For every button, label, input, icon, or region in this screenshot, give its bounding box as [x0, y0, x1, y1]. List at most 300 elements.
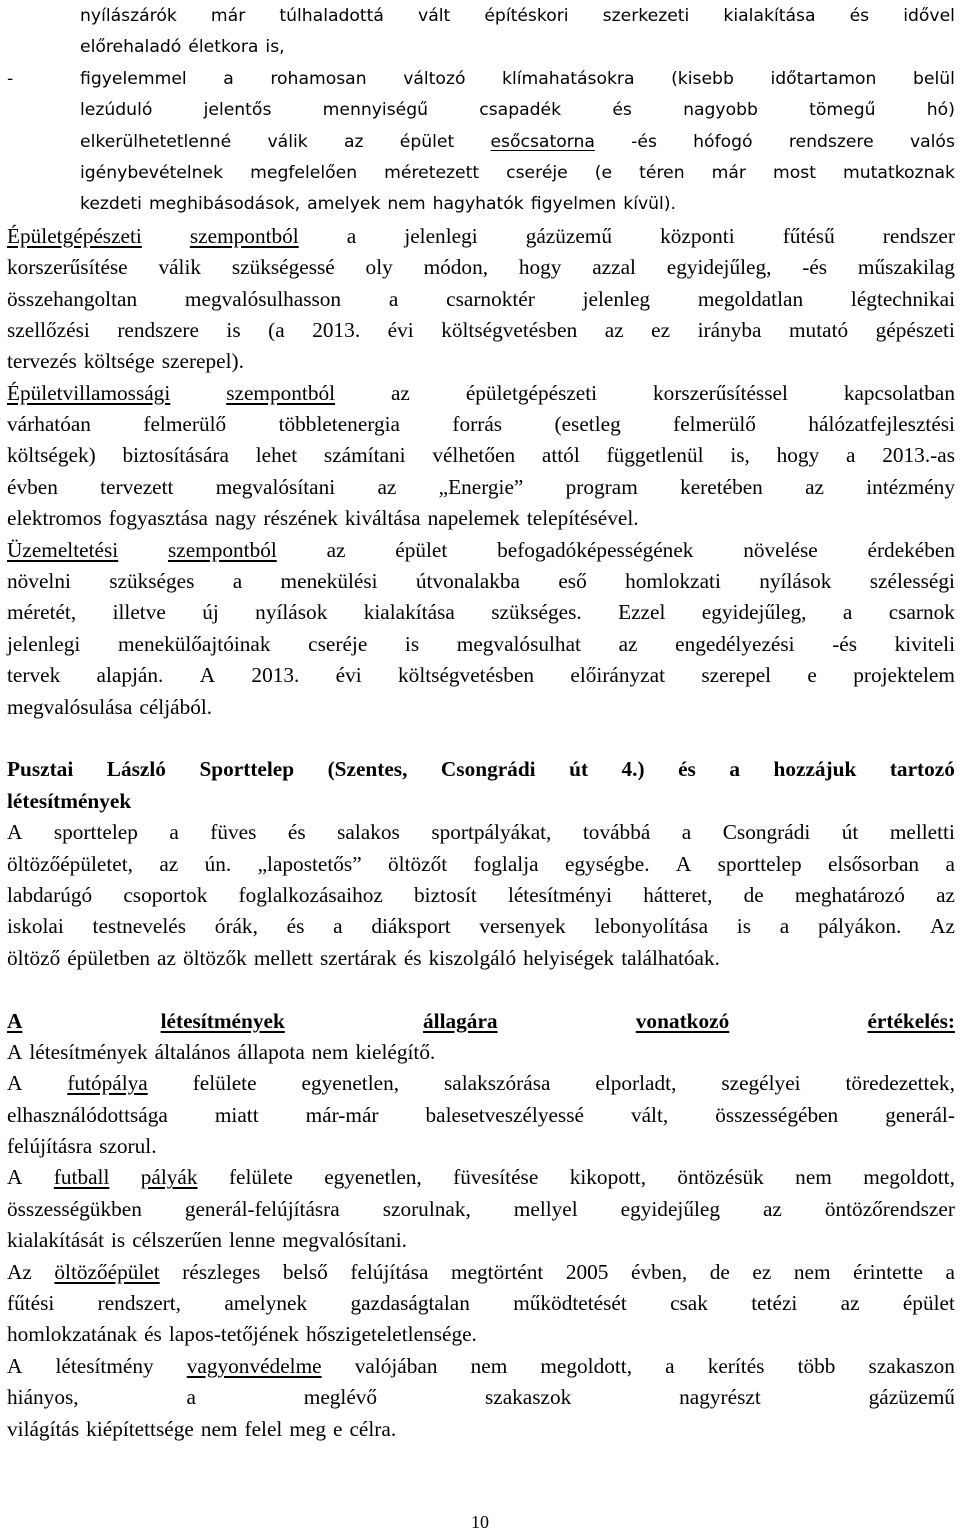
- word: figyelmen: [530, 194, 617, 215]
- word: Pusztai: [7, 757, 74, 782]
- word: elporladt,: [595, 1071, 677, 1096]
- word: válik: [267, 131, 308, 152]
- word: előirányzat: [570, 663, 665, 688]
- word: általános: [154, 1039, 231, 1064]
- word: már: [711, 162, 746, 183]
- text-line: [7, 660, 955, 691]
- word: érintette: [853, 1259, 923, 1284]
- text-line: [7, 629, 955, 660]
- word: tervek: [7, 663, 61, 688]
- word: az: [840, 1291, 860, 1316]
- word: csarnok: [888, 600, 955, 625]
- paragraph: [7, 378, 955, 535]
- word: László: [106, 757, 166, 782]
- word: felel: [244, 1416, 283, 1441]
- word: tervezés: [7, 349, 77, 374]
- text-line: [7, 1414, 955, 1445]
- word: létesítmények: [160, 1008, 285, 1033]
- word: a: [232, 569, 243, 594]
- word: épület: [395, 537, 448, 562]
- word: füves: [210, 820, 257, 845]
- paragraph: [7, 64, 955, 221]
- word: a: [665, 1353, 675, 1378]
- word: nem: [311, 1039, 349, 1064]
- word: hiányos,: [7, 1385, 79, 1410]
- word: építéskori: [484, 6, 569, 26]
- word: elektromos: [7, 506, 102, 531]
- word: korszerűsítése: [7, 255, 128, 280]
- word: elhasználódottsága: [7, 1102, 168, 1127]
- word: vált,: [630, 1102, 669, 1127]
- text-line: [7, 503, 955, 534]
- word: lebonyolítása: [594, 914, 709, 939]
- word: hálózatfejlesztési: [808, 412, 955, 437]
- word: is: [110, 1228, 126, 1253]
- word: épület: [399, 131, 455, 152]
- text-line: [7, 440, 955, 471]
- word: az: [762, 1196, 782, 1221]
- word: -és: [802, 255, 828, 280]
- paragraph: [7, 221, 955, 378]
- word: már-már: [305, 1102, 379, 1127]
- word: épület: [902, 1291, 955, 1316]
- word: pályák: [140, 1165, 198, 1190]
- word: nyílások: [759, 569, 832, 594]
- word: egyidejűleg,: [666, 255, 772, 280]
- word: a: [681, 820, 692, 845]
- word: figyelemmel: [80, 68, 187, 89]
- text-line: [7, 1131, 955, 1162]
- word: a: [945, 1259, 955, 1284]
- word: 4.): [621, 757, 645, 782]
- word: balesetveszélyessé: [425, 1102, 584, 1127]
- word: méretét,: [7, 600, 77, 625]
- word: szakaszok: [484, 1385, 572, 1410]
- word: célszerűen: [132, 1228, 223, 1253]
- word: jelenlegi: [404, 223, 478, 248]
- word: program: [565, 474, 638, 499]
- word: szerepel).: [161, 349, 244, 374]
- word: hagyhatók: [432, 194, 524, 215]
- word: futball: [53, 1165, 110, 1190]
- text-line: [7, 346, 955, 377]
- word: foglalja: [473, 851, 539, 876]
- word: valójában: [354, 1353, 438, 1378]
- text-line: [7, 1006, 955, 1037]
- word: gázüzemű: [868, 1385, 955, 1410]
- page-number: 10: [471, 1512, 489, 1532]
- word: változó: [403, 68, 466, 89]
- word: meglévő: [303, 1385, 378, 1410]
- word: kikopott,: [569, 1165, 647, 1190]
- list-dash: -: [7, 68, 14, 89]
- word: (Szentes,: [327, 757, 408, 782]
- word: mennyiségű: [322, 100, 429, 121]
- text-line: [7, 378, 955, 409]
- word: egységbe.: [564, 851, 650, 876]
- word: és: [678, 757, 696, 782]
- word: A: [199, 663, 216, 688]
- word: nyílások: [255, 600, 328, 625]
- word: életkora: [188, 37, 259, 58]
- word: 2013.: [251, 663, 300, 688]
- word: jelentős: [203, 100, 272, 121]
- text-line: [7, 1162, 955, 1193]
- word: ez: [651, 317, 671, 342]
- word: napelemek: [427, 506, 520, 531]
- word: öntözésük: [677, 1165, 764, 1190]
- text-line: [7, 880, 955, 911]
- text-line: [7, 692, 955, 723]
- word: füvesítése: [453, 1165, 539, 1190]
- word: helyiségek: [523, 945, 615, 970]
- text-line: [7, 1100, 955, 1131]
- word: várhatóan: [7, 412, 91, 437]
- word: azzal: [592, 255, 636, 280]
- word: megoldott,: [540, 1353, 633, 1378]
- word: kialakítását: [7, 1228, 104, 1253]
- text-line: [7, 472, 955, 503]
- word: vált: [418, 6, 451, 26]
- word: mellett: [253, 945, 313, 970]
- text-line: [7, 1351, 955, 1382]
- text-line: [7, 1068, 955, 1099]
- word: évben: [7, 474, 58, 499]
- text-line: [7, 1037, 955, 1068]
- word: Épületgépészeti: [7, 223, 142, 248]
- word: megvalósulhasson: [184, 286, 342, 311]
- word: költsége: [83, 349, 155, 374]
- word: irányba: [697, 317, 762, 342]
- word: töredezettek,: [845, 1071, 955, 1096]
- word: e: [807, 663, 817, 688]
- word: valós: [909, 131, 955, 152]
- word: szellőzési: [7, 317, 90, 342]
- text-line: [7, 849, 955, 880]
- word: sporttelep: [53, 820, 138, 845]
- word: Az: [930, 914, 955, 939]
- text-line: [80, 127, 955, 158]
- text-line: [7, 221, 955, 252]
- word: nem: [200, 1416, 238, 1441]
- text-line: [7, 1288, 955, 1319]
- word: telepítésével.: [526, 506, 639, 531]
- word: -és: [832, 631, 858, 656]
- word: lezúduló: [80, 100, 153, 121]
- word: érdekében: [867, 537, 955, 562]
- word: már: [210, 6, 246, 26]
- word: kiépítettsége: [86, 1416, 194, 1441]
- word: A: [7, 1353, 23, 1378]
- word: nyílászárók: [80, 6, 177, 26]
- word: belül: [912, 68, 955, 89]
- word: cseréje: [506, 162, 568, 183]
- word: szorulnak,: [382, 1196, 471, 1221]
- word: évi: [335, 663, 362, 688]
- paragraph: [7, 1257, 955, 1351]
- word: öltözőt: [388, 851, 448, 876]
- word: futópálya: [67, 1071, 148, 1096]
- word: és: [849, 6, 870, 26]
- word: meghatározó: [794, 882, 905, 907]
- word: függetlenül: [606, 443, 704, 468]
- word: módon,: [423, 255, 489, 280]
- word: oly: [365, 255, 393, 280]
- word: Épületvillamossági: [7, 380, 171, 405]
- word: összességükben: [7, 1196, 142, 1221]
- word: szükséges.: [491, 600, 582, 625]
- paragraph: [7, 1351, 955, 1445]
- word: rendszert,: [97, 1291, 182, 1316]
- word: szélességi: [869, 569, 955, 594]
- word: sportpályákat,: [431, 820, 552, 845]
- word: létesítményi: [507, 882, 613, 907]
- blank-line: [7, 723, 955, 754]
- word: az: [343, 131, 364, 152]
- word: központi: [660, 223, 735, 248]
- word: rendszere: [117, 317, 199, 342]
- word: részének: [263, 506, 338, 531]
- word: kialakítása: [723, 6, 816, 26]
- text-line: [7, 1382, 955, 1413]
- word: engedélyezési: [675, 631, 795, 656]
- word: a: [223, 68, 234, 89]
- word: légtechnikai: [850, 286, 955, 311]
- word: (e: [594, 162, 613, 183]
- word: kiváltása: [344, 506, 421, 531]
- text-line: [7, 943, 955, 974]
- word: több: [797, 1353, 836, 1378]
- text-line: [7, 786, 955, 817]
- word: szerepel: [701, 663, 772, 688]
- word: válik: [158, 255, 202, 280]
- word: is: [736, 914, 751, 939]
- word: időtartamon: [770, 68, 877, 89]
- word: megoldatlan: [697, 286, 804, 311]
- word: labdarúgó: [7, 882, 93, 907]
- word: csoportok: [123, 882, 208, 907]
- word: menekülőajtóinak: [117, 631, 271, 656]
- word: -és: [631, 131, 657, 152]
- word: foglalkozásaihoz: [238, 882, 383, 907]
- word: A: [7, 1165, 23, 1190]
- text-line: [7, 1319, 955, 1350]
- word: és: [612, 100, 632, 121]
- word: tervezett: [100, 474, 174, 499]
- word: jelenleg: [582, 286, 651, 311]
- paragraph: [7, 1162, 955, 1256]
- word: igénybevételnek: [80, 162, 224, 183]
- word: túlhaladottá: [279, 6, 384, 26]
- word: fűtési: [7, 1291, 55, 1316]
- word: generál-: [885, 1102, 955, 1127]
- word: illetve: [112, 600, 166, 625]
- word: megtörtént: [451, 1259, 544, 1284]
- word: forrás: [452, 412, 503, 437]
- word: műszakilag: [857, 255, 955, 280]
- word: fűtésű: [782, 223, 835, 248]
- word: nem: [795, 1165, 832, 1190]
- text-line: [7, 817, 955, 848]
- text-line: [80, 32, 955, 63]
- word: összehangoltan: [7, 286, 138, 311]
- word: felújítása: [350, 1259, 429, 1284]
- word: intézmény: [866, 474, 955, 499]
- text-line: [7, 911, 955, 942]
- word: világítás: [7, 1416, 80, 1441]
- word: költségvetésben: [398, 663, 535, 688]
- paragraph: [7, 535, 955, 723]
- word: projektelem: [853, 663, 955, 688]
- word: felmerülő: [143, 412, 227, 437]
- word: meg: [289, 1416, 326, 1441]
- word: amelyek: [307, 194, 381, 215]
- word: öltözők: [182, 945, 247, 970]
- word: új: [202, 600, 219, 625]
- word: a: [388, 286, 399, 311]
- word: jelenlegi: [7, 631, 81, 656]
- word: belső: [282, 1259, 328, 1284]
- word: szükséges: [109, 569, 195, 594]
- word: útvonalakba: [415, 569, 520, 594]
- word: is: [404, 631, 420, 656]
- word: Ezzel: [618, 600, 666, 625]
- word: kielégítő.: [355, 1039, 436, 1064]
- word: céljából.: [139, 694, 213, 719]
- word: gázüzemű: [525, 223, 613, 248]
- word: egyidejűleg,: [701, 600, 807, 625]
- text-line: [80, 95, 955, 126]
- word: klímahatásokra: [502, 68, 635, 89]
- word: épületben: [67, 945, 151, 970]
- text-line: [7, 284, 955, 315]
- word: előrehaladó: [80, 37, 182, 58]
- word: szorul.: [99, 1134, 157, 1159]
- word: az: [604, 317, 624, 342]
- text-line: [7, 566, 955, 597]
- word: attól: [541, 443, 580, 468]
- word: és: [287, 820, 306, 845]
- word: hogy: [518, 255, 562, 280]
- word: felülete: [192, 1071, 257, 1096]
- word: értékelés:: [867, 1008, 955, 1033]
- word: szempontból: [189, 223, 299, 248]
- word: salakszórása: [444, 1071, 551, 1096]
- word: hó): [926, 100, 955, 121]
- text-line: [80, 189, 955, 220]
- word: állagára: [423, 1008, 498, 1033]
- document-page: [7, 0, 955, 1445]
- word: testnevelés: [92, 914, 186, 939]
- word: keretében: [680, 474, 763, 499]
- text-line: [80, 158, 955, 189]
- word: a: [186, 1385, 196, 1410]
- word: a: [333, 914, 343, 939]
- word: út: [841, 820, 859, 845]
- text-line: [7, 315, 955, 346]
- word: csarnoktér: [446, 286, 535, 311]
- word: növelni: [7, 569, 71, 594]
- word: is,: [265, 37, 285, 58]
- blank-line: [7, 974, 955, 1005]
- word: találhatóak.: [621, 945, 720, 970]
- word: nagyobb: [683, 100, 758, 121]
- word: megoldott,: [863, 1165, 955, 1190]
- word: ún.: [204, 851, 232, 876]
- word: költségek): [7, 443, 96, 468]
- word: a: [779, 914, 790, 939]
- word: szegélyei: [721, 1071, 801, 1096]
- word: menekülési: [280, 569, 378, 594]
- word: az: [805, 474, 824, 499]
- word: elkerülhetetlenné: [80, 131, 232, 152]
- word: méretezett: [384, 162, 480, 183]
- word: az: [377, 474, 397, 499]
- word: öntözőrendszer: [824, 1196, 955, 1221]
- word: cseréje: [308, 631, 368, 656]
- word: szükségessé: [231, 255, 335, 280]
- word: is: [226, 317, 241, 342]
- text-line: [7, 252, 955, 283]
- word: a: [945, 851, 955, 876]
- word: idővel: [903, 6, 955, 26]
- word: tetézi: [751, 1291, 798, 1316]
- word: biztosít: [414, 882, 477, 907]
- word: hátteret,: [643, 882, 713, 907]
- word: „Energie”: [438, 474, 524, 499]
- word: iskolai: [7, 914, 64, 939]
- word: az: [618, 631, 638, 656]
- word: esőcsatorna: [490, 131, 595, 152]
- word: növelése: [743, 537, 818, 562]
- word: generál-felújításra: [184, 1196, 340, 1221]
- word: gépészeti: [875, 317, 955, 342]
- word: „lapostetős”: [257, 851, 362, 876]
- word: ez: [752, 1259, 772, 1284]
- word: és: [403, 945, 422, 970]
- word: Az: [7, 1259, 32, 1284]
- word: megfelelően: [250, 162, 358, 183]
- word: nagyrészt: [679, 1385, 761, 1410]
- word: szempontból: [226, 380, 336, 405]
- word: (a: [268, 317, 285, 342]
- text-line: [80, 64, 955, 95]
- text-line: [7, 754, 955, 785]
- word: hófogó: [693, 131, 753, 152]
- word: korszerűsítéssel: [653, 380, 788, 405]
- word: e: [333, 1416, 343, 1441]
- word: tartozó: [889, 757, 955, 782]
- word: csapadék: [479, 100, 562, 121]
- word: megvalósítani.: [282, 1228, 407, 1253]
- word: most: [773, 162, 816, 183]
- word: továbbá: [582, 820, 651, 845]
- word: kívül).: [623, 194, 676, 215]
- word: öltöző: [7, 945, 61, 970]
- word: rendszere: [788, 131, 874, 152]
- word: hozzájuk: [773, 757, 857, 782]
- word: csak: [670, 1291, 708, 1316]
- word: lapos-tetőjének: [168, 1322, 299, 1347]
- word: számítani: [323, 443, 406, 468]
- word: fogyasztása: [108, 506, 208, 531]
- word: szakaszon: [868, 1353, 955, 1378]
- word: felülete: [228, 1165, 293, 1190]
- word: lenne: [229, 1228, 276, 1253]
- word: A: [7, 1039, 23, 1064]
- word: egyidejűleg: [620, 1196, 720, 1221]
- word: gazdaságtalan: [350, 1291, 470, 1316]
